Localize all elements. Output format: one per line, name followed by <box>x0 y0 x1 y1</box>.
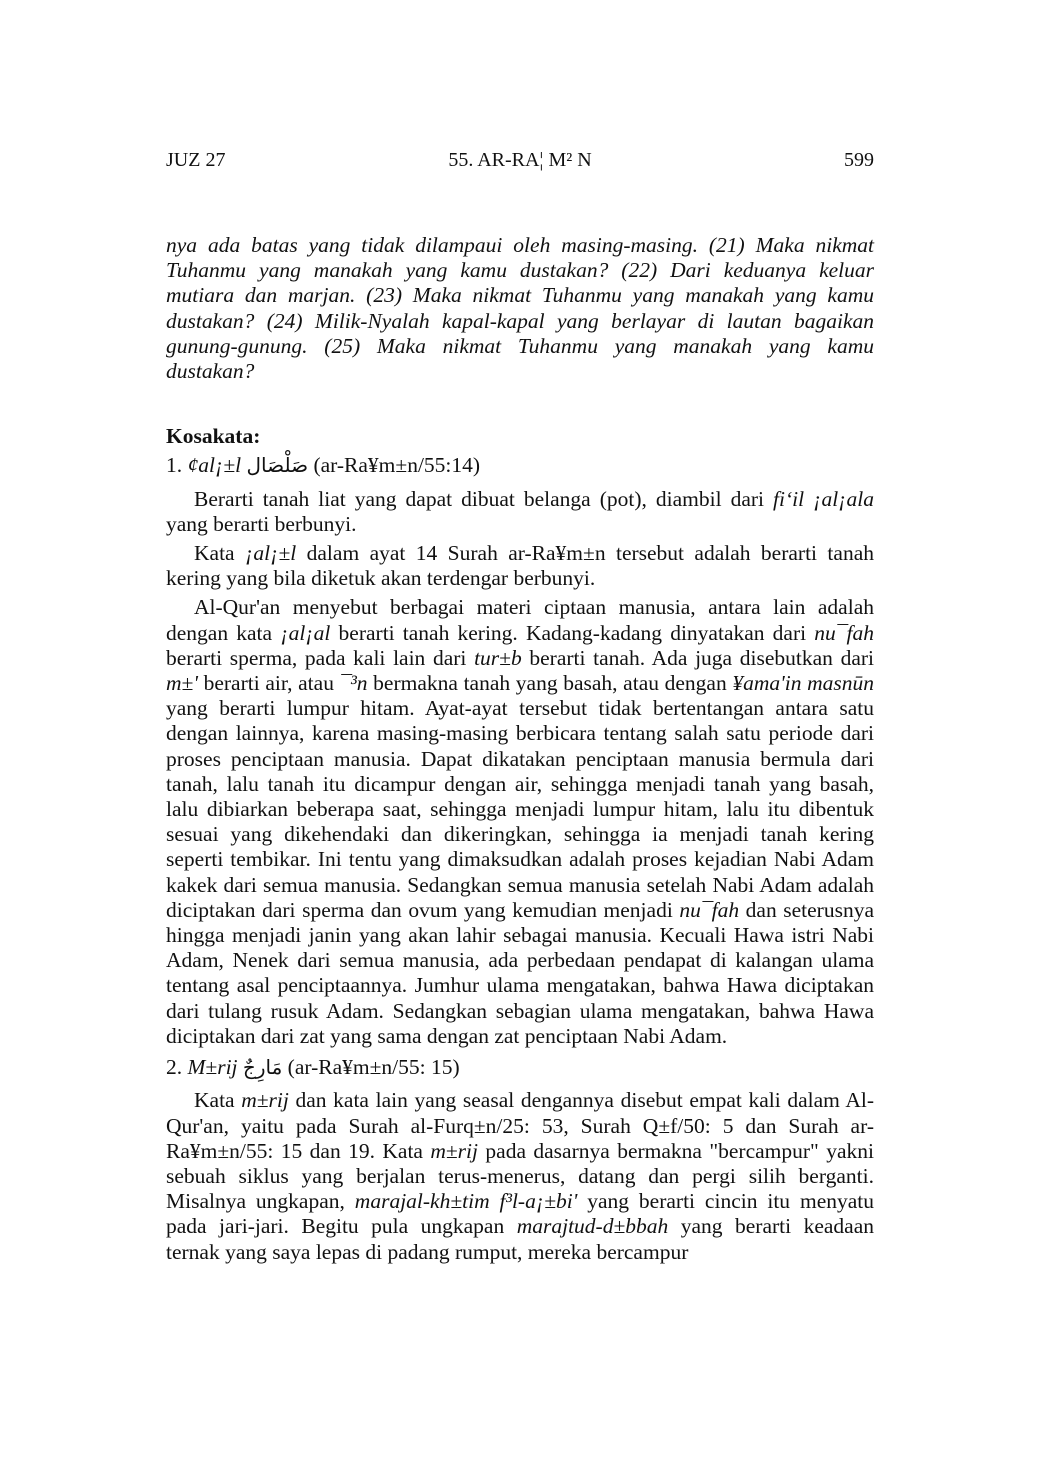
translation-text: nya ada batas yang tidak dilampaui oleh masing-masing. (21) Maka nikmat Tuhanmu yang manakah yang kamu dustakan? (22) Dari keduanya keluar mutiara dan marjan. (23) Maka nikmat Tuhanmu yang manakah yang kamu dustakan? (24) Milik-Nyalah kapal-kapal yang berlayar di lautan bagaikan gunung-gunung. (25) Maka nikmat Tuhanmu yang manakah yang kamu dustakan? <box>166 233 874 384</box>
entry-reference: (ar-Ra¥m±n/55: 15) <box>287 1055 460 1080</box>
italic-term: m±rij <box>241 1088 289 1113</box>
vocab-entry-heading <box>166 1055 874 1080</box>
entry-arabic: صَلْصَال <box>246 453 309 478</box>
vocab-entry-1 <box>166 453 874 1049</box>
entry-paragraph: Al-Qur'an menyebut berbagai materi ciptaan manusia, antara lain adalah dengan kata ¡al¡al berarti tanah kering. Kadang-kadang dinyatakan dari nu¯fah berarti sperma, pada kali lain dari tur±b berarti tanah. Ada juga disebutkan dari m±' berarti air, atau ¯³n bermakna tanah yang basah, atau dengan ¥ama'in masnūn yang berarti lumpur hitam. Ayat-ayat tersebut tidak bertentangan antara satu dengan lainnya, karena masing-masing berbicara tentang salah satu periode dari proses penciptaan manusia. Dapat dikatakan penciptaan manusia bermula dari tanah, lalu tanah itu dicampur dengan air, sehingga menjadi tanah yang basah, lalu dibiarkan beberapa saat, sehingga menjadi lumpur hitam, lalu itu dibentuk sesuai yang dikehendaki dan dikeringkan, sehingga ia menjadi tanah kering seperti tembikar. Ini tentu yang dimaksudkan adalah proses kejadian Nabi Adam kakek dari semua manusia. Sedangkan semua manusia setelah Nabi Adam adalah diciptakan dari sperma dan ovum yang kemudian menjadi nu¯fah dan seterusnya hingga menjadi janin yang akan lahir sebagai manusia. Kecuali Hawa istri Nabi Adam, Nenek dari semua manusia, ada perbedaan pendapat di kalangan ulama tentang asal penciptaannya. Jumhur ulama mengatakan, bahwa Hawa diciptakan dari tulang rusuk Adam. Sedangkan sebagian ulama mengatakan, bahwa Hawa diciptakan dari zat yang sama dengan zat penciptaan Nabi Adam. <box>166 595 874 1048</box>
italic-term: fi‘il ¡al¡ala <box>773 486 875 511</box>
italic-term: marajal-kh±tim f³l-a¡±bi' <box>354 1189 578 1214</box>
italic-term: nu¯fah <box>814 620 874 645</box>
italic-term: m±rij <box>430 1138 478 1163</box>
vocab-entry-2 <box>166 1055 874 1265</box>
italic-term: ¯³n <box>339 671 368 696</box>
italic-term: tur±b <box>474 645 522 670</box>
entry-number: 1. <box>166 453 183 478</box>
entry-paragraph: Kata ¡al¡±l dalam ayat 14 Surah ar-Ra¥m±n tersebut adalah berarti tanah kering yang bila diketuk akan terdengar berbunyi. <box>166 541 874 591</box>
entry-term: M±rij <box>187 1055 238 1080</box>
italic-term: m±' <box>166 671 198 696</box>
main-content <box>166 233 874 1265</box>
entry-paragraph: Berarti tanah liat yang dapat dibuat belanga (pot), diambil dari fi‘il ¡al¡ala yang berarti berbunyi. <box>166 486 875 536</box>
italic-term: ¥ama'in masnūn <box>732 671 874 696</box>
running-header <box>166 146 874 174</box>
vocab-entry-heading <box>166 453 874 478</box>
surah-title: 55. AR-RA¦ M² N <box>448 149 592 171</box>
entry-number: 2. <box>166 1055 183 1080</box>
entry-paragraph: Kata m±rij dan kata lain yang seasal dengannya disebut empat kali dalam Al-Qur'an, yaitu pada Surah al-Furq±n/25: 53, Surah Q±f/50: 5 dan Surah ar-Ra¥m±n/55: 15 dan 19. Kata m±rij pada dasarnya bermakna "bercampur" yakni sebuah siklus yang berjalan terus-menerus, datang dan pergi silih berganti. Misalnya ungkapan, marajal-kh±tim f³l-a¡±bi' yang berarti cincin itu menyatu pada jari-jari. Begitu pula ungkapan marajtud-d±bbah yang berarti keadaan ternak yang saya lepas di padang rumput, mereka bercampur <box>166 1088 874 1264</box>
juz-label: JUZ 27 <box>166 149 226 171</box>
kosakata-heading: Kosakata: <box>166 424 261 449</box>
entry-reference: (ar-Ra¥m±n/55:14) <box>313 453 481 478</box>
entry-term: ¢al¡±l <box>187 453 242 478</box>
italic-term: marajtud-d±bbah <box>516 1214 669 1239</box>
page-number: 599 <box>844 149 874 171</box>
italic-term: ¡al¡al <box>280 620 331 645</box>
entry-arabic: مَارِجٌ <box>242 1055 283 1080</box>
italic-term: nu¯fah <box>679 897 740 922</box>
italic-term: ¡al¡±l <box>245 541 297 566</box>
